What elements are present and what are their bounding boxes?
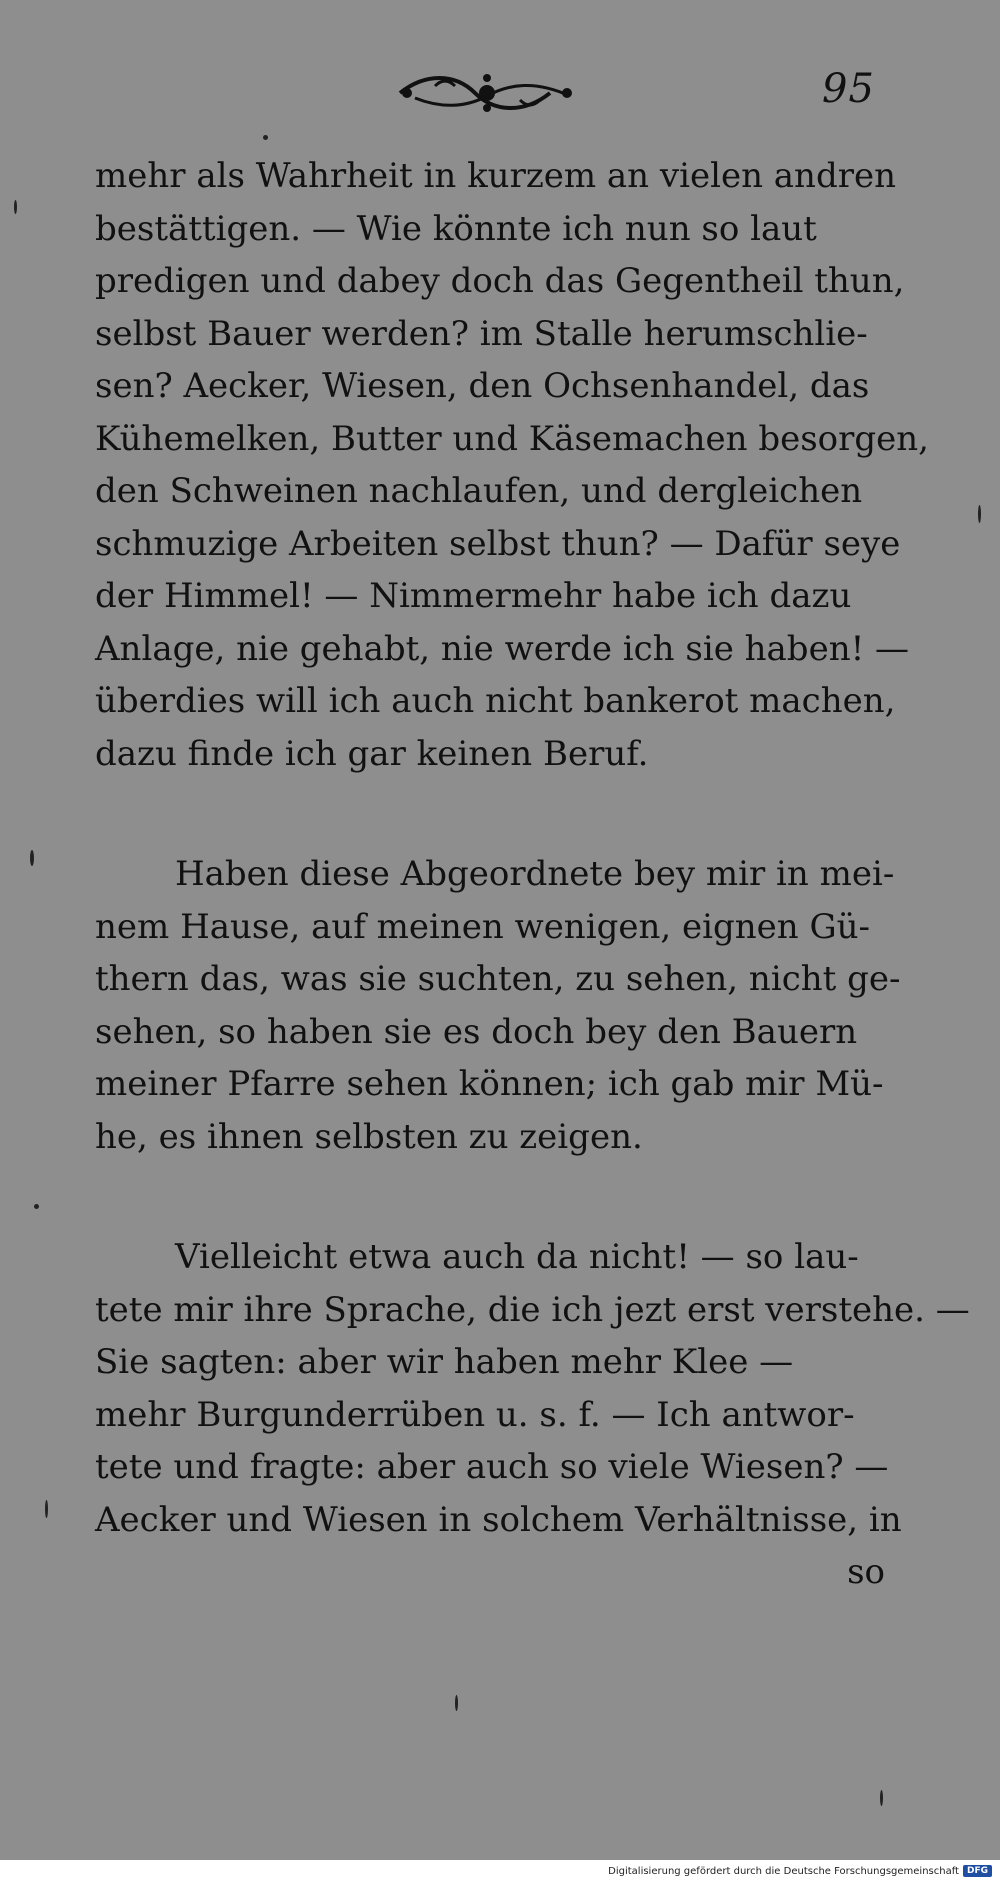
text-line: den Schweinen nachlaufen, und dergleichen	[95, 471, 863, 511]
scan-speck	[30, 850, 34, 866]
scan-speck	[45, 1500, 48, 1518]
text-line: predigen und dabey doch das Gegentheil thun,	[95, 261, 905, 301]
text-line: Kühemelken, Butter und Käsemachen besorgen,	[95, 418, 929, 459]
catchword: so	[847, 1552, 885, 1592]
text-line: der Himmel! — Nimmermehr habe ich dazu	[95, 576, 852, 616]
paragraph-gap	[95, 780, 885, 848]
text-line: bestättigen. — Wie könnte ich nun so laut	[95, 208, 817, 249]
text-line: meiner Pfarre sehen können; ich gab mir Mü-	[95, 1064, 884, 1104]
text-line: Vielleicht etwa auch da nicht! — so lau-	[175, 1237, 859, 1277]
body-text	[95, 150, 970, 1599]
text-line: schmuzige Arbeiten selbst thun? — Dafür seye	[95, 523, 901, 564]
text-line: Anlage, nie gehabt, nie werde ich sie haben! —	[95, 628, 910, 669]
text-line: thern das, was sie suchten, zu sehen, nicht ge-	[95, 959, 901, 999]
scan-speck	[14, 200, 17, 214]
text-line: tete und fragte: aber auch so viele Wiesen? —	[95, 1447, 889, 1487]
text-line: sehen, so haben sie es doch bey den Bauern	[95, 1011, 858, 1052]
scan-speck	[263, 135, 268, 140]
text-line: überdies will ich auch nicht bankerot machen,	[95, 681, 896, 721]
text-line: tete mir ihre Sprache, die ich jezt erst verstehe. —	[95, 1289, 970, 1330]
text-line: nem Hause, auf meinen wenigen, eignen Gü-	[95, 906, 871, 947]
text-line: Haben diese Abgeordnete bey mir in mei-	[175, 854, 895, 894]
scan-speck	[880, 1790, 883, 1806]
footer-credit: Digitalisierung gefördert durch die Deutsche Forschungsgemeinschaft	[608, 1865, 959, 1877]
text-line: mehr Burgunderrüben u. s. f. — Ich antwor-	[95, 1394, 855, 1435]
paragraph-gap	[95, 1163, 885, 1231]
text-line: selbst Bauer werden? im Stalle herumschlie-	[95, 313, 868, 354]
scan-speck	[455, 1695, 458, 1711]
scan-speck	[34, 1204, 39, 1209]
text-line: dazu finde ich gar keinen Beruf.	[95, 733, 649, 774]
text-line: Sie sagten: aber wir haben mehr Klee —	[95, 1342, 794, 1382]
text-line: Aecker und Wiesen in solchem Verhältnisse, in	[95, 1499, 902, 1540]
text-line: mehr als Wahrheit in kurzem an vielen andren	[95, 156, 896, 196]
text-line: sen? Aecker, Wiesen, den Ochsenhandel, das	[95, 366, 870, 406]
text-line: he, es ihnen selbsten zu zeigen.	[95, 1116, 643, 1157]
dfg-logo-icon: DFG	[963, 1865, 992, 1877]
decorative-ornament-icon	[395, 68, 580, 118]
footer-bar	[0, 1860, 1000, 1882]
scan-speck	[978, 505, 981, 523]
page-number: 95	[822, 66, 875, 112]
